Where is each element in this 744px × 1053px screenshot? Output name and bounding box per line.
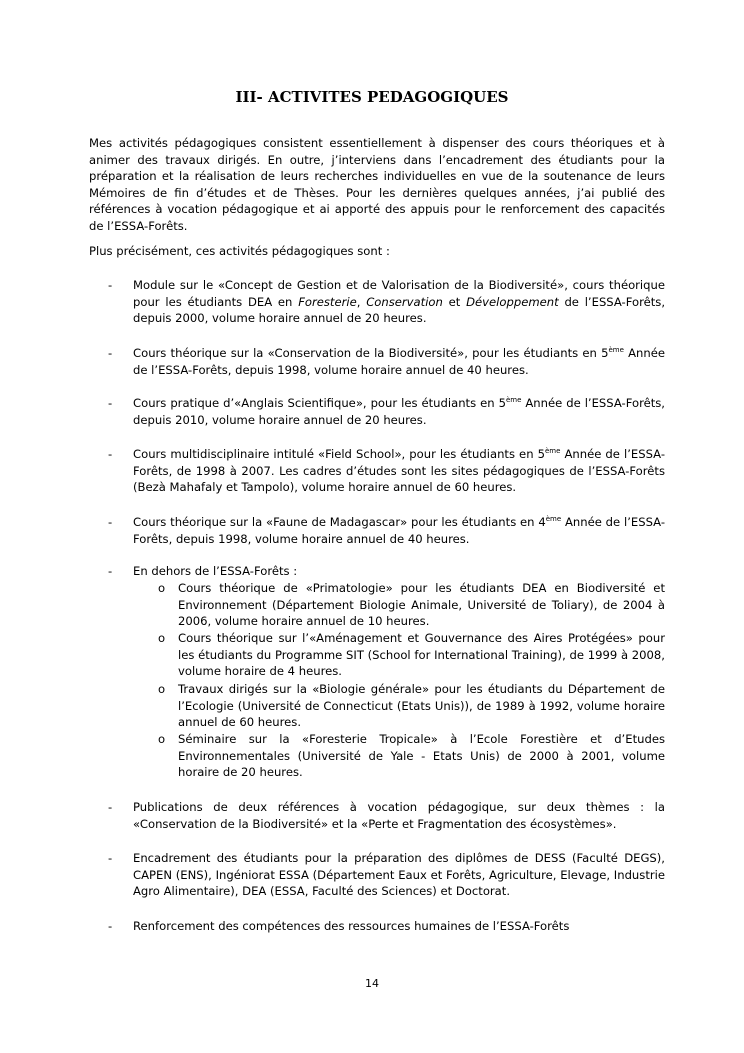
dash-bullet: -	[108, 851, 113, 865]
page-number: 14	[365, 977, 379, 990]
list-item-supervision	[108, 850, 665, 900]
list-item-fauna-course	[108, 514, 665, 547]
lead-sentence: Plus précisément, ces activités pédagogiques sont :	[89, 244, 390, 258]
sub-item-tropical-forestry	[158, 731, 665, 781]
sub-item-protected-areas	[158, 630, 665, 680]
dash-bullet: -	[108, 800, 113, 814]
circle-bullet: o	[158, 682, 166, 696]
list-item-english-course	[108, 395, 665, 428]
dash-bullet: -	[108, 278, 113, 292]
list-item-text: Publications de deux références à vocation pédagogique, sur deux thèmes : la «Conservation de la Biodiversité» et la «Perte et Fragmentation des écosystèmes».	[133, 800, 665, 831]
dash-bullet: -	[108, 564, 113, 578]
list-item-text: Encadrement des étudiants pour la préparation des diplômes de DESS (Faculté DEGS), CAPEN (ENS), Ingéniorat ESSA (Département Eaux et Forêts, Agriculture, Elevage, Industrie Agro Alimentaire), DEA (ESSA, Faculté des Sciences) et Doctorat.	[133, 851, 665, 899]
list-item-field-school	[108, 446, 665, 496]
circle-bullet: o	[158, 732, 166, 746]
intro-paragraph: Mes activités pédagogiques consistent essentiellement à dispenser des cours théoriques et à animer des travaux dirigés. En outre, j’interviens dans l’encadrement des étudiants pour la préparation et la réalisation de leurs recherches individuelles en vue de la soutenance de leurs Mémoires de fin d’études et de Thèses. Pour les dernières quelques années, j’ai publié des références à vocation pédagogique et ai apporté des appuis pour le renforcement des capacités de l’ESSA-Forêts.	[89, 136, 665, 233]
dash-bullet: -	[108, 919, 113, 933]
list-item-capacity-building	[108, 918, 665, 935]
list-item-text: Module sur le «Concept de Gestion et de Valorisation de la Biodiversité», cours théorique pour les étudiants DEA en Foresterie, Conservation et Développement de l’ESSA-Forêts, depuis 2000, volume horaire annuel de 20 heures.	[133, 278, 666, 326]
list-item-text: Cours théorique sur la «Conservation de la Biodiversité», pour les étudiants en 5ème Année de l’ESSA-Forêts, depuis 1998, volume horaire annuel de 40 heures.	[133, 346, 665, 377]
circle-bullet: o	[158, 581, 166, 595]
sub-item-text: Séminaire sur la «Foresterie Tropicale» à l’Ecole Forestière et d’Etudes Environnementales (Université de Yale - Etats Unis) de 2000 à 2001, volume horaire de 20 heures.	[178, 732, 665, 780]
dash-bullet: -	[108, 346, 113, 360]
dash-bullet: -	[108, 447, 113, 461]
sub-item-text: Cours théorique sur l’«Aménagement et Gouvernance des Aires Protégées» pour les étudiants du Programme SIT (School for International Training), de 1999 à 2008, volume horaire de 4 heures.	[178, 631, 665, 679]
circle-bullet: o	[158, 631, 166, 645]
sub-item-text: Travaux dirigés sur la «Biologie générale» pour les étudiants du Département de l’Ecologie (Université de Connecticut (Etats Unis)), de 1989 à 1992, volume horaire annuel de 60 heures.	[178, 682, 665, 730]
list-item-dea-module	[108, 277, 665, 327]
sub-item-text: Cours théorique de «Primatologie» pour les étudiants DEA en Biodiversité et Environnement (Département Biologie Animale, Université de Toliary), de 2004 à 2006, volume horaire annuel de 10 heures.	[178, 581, 665, 629]
list-item-text: Renforcement des compétences des ressources humaines de l’ESSA-Forêts	[133, 919, 570, 933]
list-item-text: En dehors de l’ESSA-Forêts :	[133, 564, 298, 578]
list-item-conservation-course	[108, 345, 665, 378]
list-item-text: Cours pratique d’«Anglais Scientifique», pour les étudiants en 5ème Année de l’ESSA-Forêts, depuis 2010, volume horaire annuel de 20 heures.	[133, 396, 665, 427]
list-item-publications	[108, 799, 665, 832]
section-title: III- ACTIVITES PEDAGOGIQUES	[235, 88, 509, 106]
dash-bullet: -	[108, 396, 113, 410]
dash-bullet: -	[108, 515, 113, 529]
list-item-text: Cours multidisciplinaire intitulé «Field School», pour les étudiants en 5ème Année de l’ESSA-Forêts, de 1998 à 2007. Les cadres d’études sont les sites pédagogiques de l’ESSA-Forêts (Bezà Mahafaly et Tampolo), volume horaire annuel de 60 heures.	[133, 447, 665, 495]
list-item-outside-essa	[108, 563, 665, 580]
sub-item-primatology	[158, 580, 665, 630]
sub-item-general-biology	[158, 681, 665, 731]
list-item-text: Cours théorique sur la «Faune de Madagascar» pour les étudiants en 4ème Année de l’ESSA-Forêts, depuis 1998, volume horaire annuel de 40 heures.	[133, 515, 666, 546]
